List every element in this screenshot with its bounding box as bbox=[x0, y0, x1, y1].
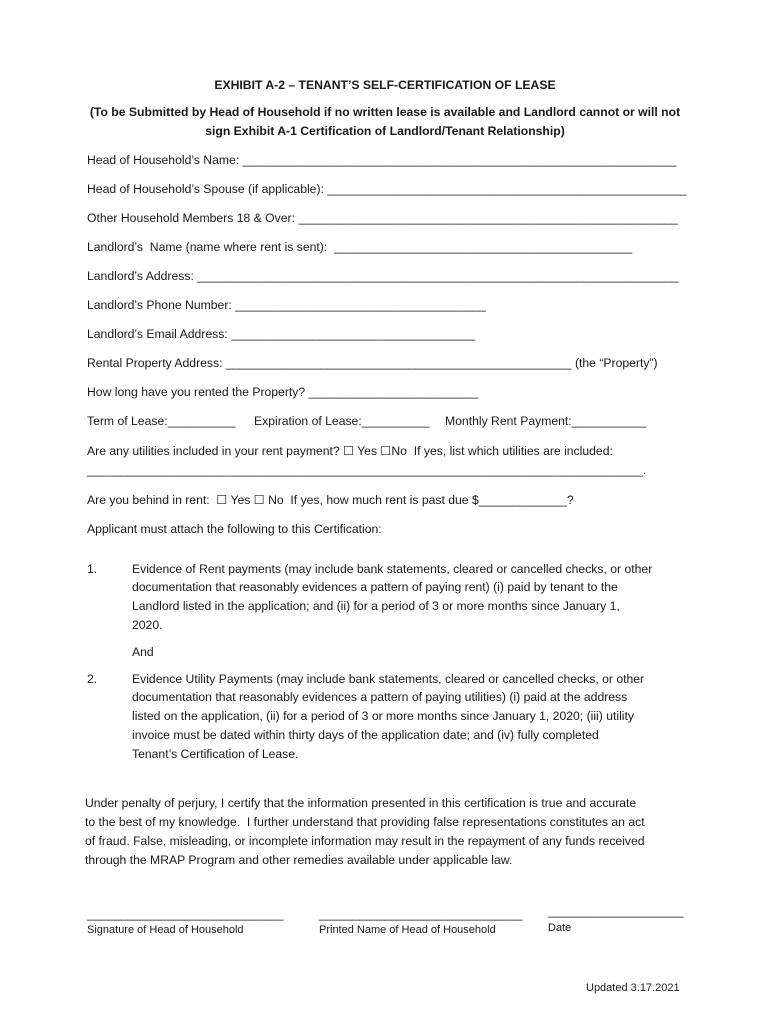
list-item-line: Evidence of Rent payments (may include bank statements, cleared or cancelled checks, or other bbox=[132, 562, 653, 576]
document-subtitle-line-2: sign Exhibit A-1 Certification of Landlord/Tenant Relationship) bbox=[205, 124, 565, 138]
list-item-line: documentation that reasonably evidences a pattern of paying rent) (i) paid by tenant to the bbox=[132, 580, 618, 594]
printed-name-line[interactable]: ______________________________ bbox=[319, 907, 523, 921]
list-item-line: Evidence Utility Payments (may include bank statements, cleared or cancelled checks, or other bbox=[132, 672, 645, 686]
landlord-email-field[interactable]: Landlord’s Email Address: ____________________________________ bbox=[87, 327, 476, 341]
document-title: EXHIBIT A-2 – TENANT’S SELF-CERTIFICATION OF LEASE bbox=[214, 78, 556, 92]
rental-property-address-field[interactable]: Rental Property Address: ___________________________________________________ (the “Property”) bbox=[87, 356, 658, 370]
list-item-line: invoice must be dated within thirty days of the application date; and (iv) fully completed bbox=[132, 728, 599, 742]
list-item-line: Tenant’s Certification of Lease. bbox=[132, 747, 299, 761]
signature-label: Signature of Head of Household bbox=[87, 924, 244, 936]
landlord-phone-field[interactable]: Landlord’s Phone Number: _____________________________________ bbox=[87, 298, 486, 312]
signature-line[interactable]: _____________________________ bbox=[87, 907, 284, 921]
behind-in-rent-question[interactable]: Are you behind in rent: ☐ Yes ☐ No If yes, how much rent is past due $_____________? bbox=[87, 493, 574, 507]
list-item-line: documentation that reasonably evidences a pattern of paying utilities) (i) paid at the address bbox=[132, 690, 628, 704]
list-item-line: listed on the application, (ii) for a period of 3 or more months since January 1, 2020; (iii) utility bbox=[132, 709, 634, 723]
landlord-name-field[interactable]: Landlord’s Name (name where rent is sent): ____________________________________________ bbox=[87, 240, 633, 254]
penalty-line: of fraud. False, misleading, or incomplete information may result in the repayment of any funds received bbox=[85, 834, 645, 848]
head-of-household-name-field[interactable]: Head of Household’s Name: ________________________________________________________________ bbox=[87, 153, 677, 167]
other-household-members-field[interactable]: Other Household Members 18 & Over: ________________________________________________________ bbox=[87, 211, 678, 225]
expiration-of-lease-field[interactable]: Expiration of Lease:__________ bbox=[254, 414, 430, 428]
list-item-number: 2. bbox=[87, 672, 98, 686]
list-item-number: 1. bbox=[87, 562, 98, 576]
date-line[interactable]: ____________________ bbox=[548, 904, 684, 918]
attach-intro: Applicant must attach the following to this Certification: bbox=[87, 522, 382, 536]
list-item-line: Landlord listed in the application; and (ii) for a period of 3 or more months since January 1, bbox=[132, 599, 620, 613]
landlord-address-field[interactable]: Landlord’s Address: _______________________________________________________________________ bbox=[87, 269, 679, 283]
penalty-line: Under penalty of perjury, I certify that the information presented in this certification is true and accurate bbox=[85, 796, 637, 810]
list-item-line: 2020. bbox=[132, 618, 163, 632]
monthly-rent-field[interactable]: Monthly Rent Payment:___________ bbox=[445, 414, 647, 428]
term-of-lease-field[interactable]: Term of Lease:__________ bbox=[87, 414, 236, 428]
penalty-line: through the MRAP Program and other remedies available under applicable law. bbox=[85, 853, 513, 867]
penalty-line: to the best of my knowledge. I further understand that providing false representations constitutes an act bbox=[85, 815, 645, 829]
utilities-question[interactable]: Are any utilities included in your rent payment? ☐ Yes ☐No If yes, list which utilities are included: bbox=[87, 444, 613, 458]
utilities-list-field[interactable]: __________________________________________________________________________________. bbox=[87, 463, 647, 477]
rental-duration-field[interactable]: How long have you rented the Property? _________________________ bbox=[87, 385, 478, 399]
and-connector: And bbox=[132, 645, 154, 659]
spouse-name-field[interactable]: Head of Household’s Spouse (if applicable): _____________________________________________________ bbox=[87, 182, 687, 196]
document-subtitle-line-1: (To be Submitted by Head of Household if no written lease is available and Landlord cannot or will not bbox=[89, 105, 681, 119]
date-label: Date bbox=[548, 922, 572, 934]
updated-date: Updated 3.17.2021 bbox=[586, 982, 680, 994]
printed-name-label: Printed Name of Head of Household bbox=[319, 924, 496, 936]
